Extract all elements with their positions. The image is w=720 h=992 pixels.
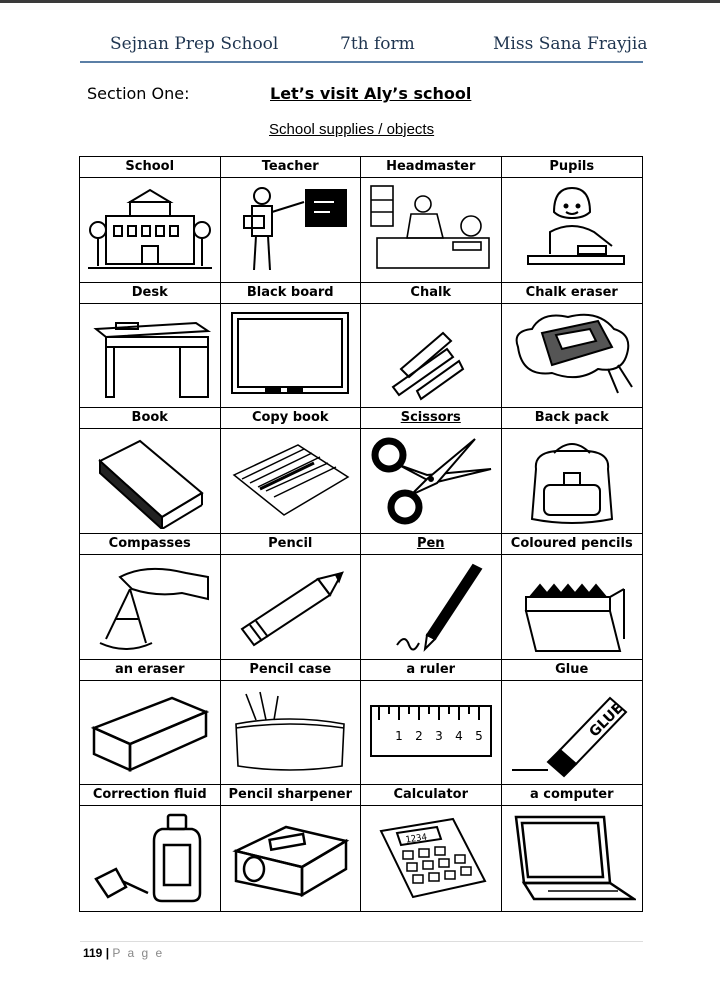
- correction-fluid-icon: [86, 811, 214, 907]
- supply-label: a computer: [502, 785, 643, 806]
- supply-card-ruler: [361, 660, 502, 786]
- section-label: Section One:: [87, 84, 190, 103]
- footer-separator: |: [105, 946, 110, 960]
- supply-label: Calculator: [361, 785, 501, 806]
- supply-label: Glue: [502, 660, 643, 681]
- supply-label: Chalk: [361, 283, 501, 304]
- header-divider: [80, 61, 643, 63]
- pencil-icon: [226, 559, 354, 655]
- pencil-sharpener-icon: [226, 811, 354, 907]
- supply-card-chalk: [361, 283, 502, 409]
- computer-icon: [508, 811, 636, 907]
- supply-card-computer: [502, 785, 643, 911]
- supply-label: Pencil case: [221, 660, 361, 681]
- coloured-pencils-icon: [508, 559, 636, 655]
- header-form: 7th form: [340, 34, 415, 54]
- page-number: 119: [83, 946, 103, 960]
- supply-label: Pencil: [221, 534, 361, 555]
- supply-label: Teacher: [221, 157, 361, 178]
- compasses-icon: [86, 559, 214, 655]
- supply-label: Copy book: [221, 408, 361, 429]
- school-icon: [86, 182, 214, 278]
- calculator-display: 1234: [404, 832, 428, 846]
- supply-label: Headmaster: [361, 157, 501, 178]
- supply-card-chalk-eraser: [502, 283, 643, 409]
- blackboard-icon: [226, 307, 354, 403]
- page-footer: [83, 946, 164, 960]
- supply-card-scissors: [361, 408, 502, 534]
- supply-label: a ruler: [361, 660, 501, 681]
- header-school: Sejnan Prep School: [110, 34, 279, 54]
- supply-card-pencil: [221, 534, 362, 660]
- page-subtitle: School supplies / objects: [269, 121, 435, 138]
- pupil-icon: [508, 182, 636, 278]
- headmaster-icon: [367, 182, 495, 278]
- supply-label: Book: [80, 408, 220, 429]
- supply-label: Black board: [221, 283, 361, 304]
- ruler-number: 2: [414, 729, 423, 744]
- supply-card-book: [80, 408, 221, 534]
- page-header: [80, 30, 648, 62]
- teacher-icon: [226, 182, 354, 278]
- supply-label: Compasses: [80, 534, 220, 555]
- desk-icon: [86, 307, 214, 403]
- chalk-icon: [367, 307, 495, 403]
- footer-divider: [80, 941, 643, 942]
- top-edge-bar: [0, 0, 720, 3]
- supply-label: Pen: [361, 534, 501, 555]
- ruler-number: 5: [474, 729, 483, 744]
- page-title: Let’s visit Aly’s school: [270, 84, 472, 103]
- supply-card-pupils: [502, 157, 643, 283]
- ruler-number: 1: [394, 729, 403, 744]
- ruler-number: 3: [434, 729, 443, 744]
- supply-card-pencil-sharpener: [221, 785, 362, 911]
- supply-card-eraser: [80, 660, 221, 786]
- supply-card-coloured-pencils: [502, 534, 643, 660]
- supply-label: Scissors: [361, 408, 501, 429]
- page-word: P a g e: [112, 946, 165, 960]
- supplies-grid: [79, 156, 643, 912]
- supply-card-black-board: [221, 283, 362, 409]
- pencil-case-icon: [226, 684, 354, 780]
- supply-card-pencil-case: [221, 660, 362, 786]
- glue-label: GLUE: [586, 700, 627, 741]
- supply-card-pen: [361, 534, 502, 660]
- eraser-icon: [86, 684, 214, 780]
- supply-card-compasses: [80, 534, 221, 660]
- book-icon: [86, 433, 214, 529]
- supply-label: an eraser: [80, 660, 220, 681]
- supply-card-teacher: [221, 157, 362, 283]
- supply-label: School: [80, 157, 220, 178]
- ruler-icon: [367, 684, 495, 780]
- backpack-icon: [508, 433, 636, 529]
- supply-card-desk: [80, 283, 221, 409]
- supply-label: Chalk eraser: [502, 283, 643, 304]
- supply-card-glue: [502, 660, 643, 786]
- supply-card-back-pack: [502, 408, 643, 534]
- pen-icon: [367, 559, 495, 655]
- supply-card-calculator: [361, 785, 502, 911]
- supply-card-copy-book: [221, 408, 362, 534]
- supply-card-correction-fluid: [80, 785, 221, 911]
- supply-card-headmaster: [361, 157, 502, 283]
- supply-label: Pencil sharpener: [221, 785, 361, 806]
- supply-label: Back pack: [502, 408, 643, 429]
- scissors-icon: [367, 433, 495, 529]
- supply-label: Coloured pencils: [502, 534, 643, 555]
- supply-label: Pupils: [502, 157, 643, 178]
- supply-label: Correction fluid: [80, 785, 220, 806]
- copy-book-icon: [226, 433, 354, 529]
- supply-card-school: [80, 157, 221, 283]
- ruler-number: 4: [454, 729, 463, 744]
- supply-label: Desk: [80, 283, 220, 304]
- glue-icon: [508, 684, 636, 780]
- header-teacher: Miss Sana Frayjia: [493, 34, 648, 54]
- calculator-icon: [367, 811, 495, 907]
- chalk-eraser-icon: [508, 307, 636, 403]
